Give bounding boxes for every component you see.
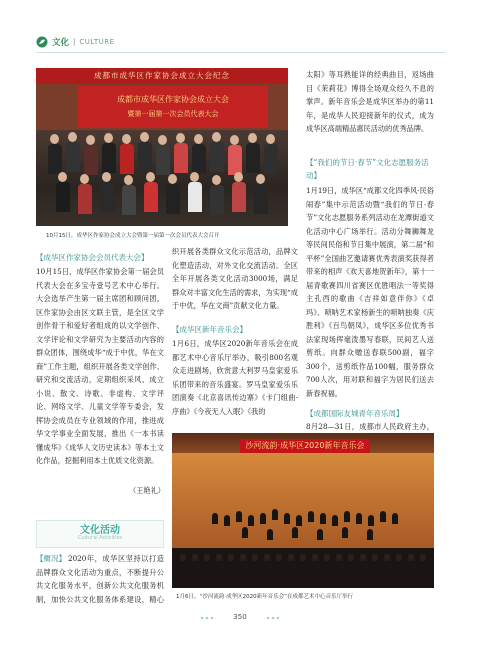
concert-banner: 沙河流韵·成华区2020新年音乐会 xyxy=(240,439,370,453)
box-subtitle: Cultural Activities xyxy=(77,535,123,541)
box-title: 文化活动 xyxy=(80,525,120,536)
photo-banner: 成都市成华区作家协会成立大会纪念 xyxy=(36,68,288,84)
group-crowd xyxy=(36,130,288,226)
writers-association-text: 10月15日，成华区作家协会第一届会员代表大会在多宝寺壹号艺术中心举行。大会选举产生第一届主席团和顾问团，区作家协会由区文联主管，是全区文学创作骨干和爱好者组成的以文学创作、文学评论和文学研究为主要活动内容的群众团体，围绕成华“成于中优，华在文商”工作主题，组织开展各类文学创作、研究和交流活动，定期组织采风、成立小说、散文、诗歌、非虚构、文学评论、网络文学、儿童文学等专委会，发挥协会成员在专业领域的作用，推进成华文学事业全面发展，推出《一本书读懂成华》《成华人文历史读本》等本土文化作品，挖掘利用本土优质文化资源。 xyxy=(36,267,164,465)
youth-music-week-heading: 【成都国际友城青年音乐周】 xyxy=(306,409,404,418)
writers-association-heading: 【成华区作家协会会员代表大会】 xyxy=(36,253,149,262)
stage-line-2: 暨第一届第一次会员代表大会 xyxy=(127,110,219,118)
section-title-en: CULTURE xyxy=(79,38,115,46)
stage-line-1: 成都市成华区作家协会成立大会 xyxy=(117,95,229,104)
header-separator: | xyxy=(73,38,76,46)
article-author: （王艳礼） xyxy=(129,486,165,495)
youth-music-week-text: 8月28—31日，成都市人民政府主办， xyxy=(306,422,434,431)
spring-festival-text: 1月19日，成华区“成都文化四季风·民俗闹春”集中示范活动暨“我们的节日·春节”文化志愿服务系列活动在龙潭街道文化活动中心广场举行。活动分舞狮舞龙等民间民俗和节日集中展演，第二届“和平杯”全国曲艺邀请赛优秀表演奖获得者带来的相声《欢天喜地贺新年》，第十一届青歌赛四川省赛区优胜唱法一等奖得主孔西的歌曲《吉祥如意伴你》《卓玛》、唢呐艺术家杨新生的唢呐独奏《庆胜利》《百鸟朝凤》，成华区多位优秀书法家现场挥毫泼墨写春联，民间艺人送剪纸。向群众赠送春联500副，福字300个，送剪纸作品100幅，服务群众700人次，用对联和福字为居民们送去新春祝福。 xyxy=(306,186,434,398)
page-ornament-left-icon xyxy=(200,616,214,620)
leaf-logo-icon xyxy=(36,36,48,48)
new-year-concert-photo xyxy=(172,433,434,588)
page-ornament-right-icon xyxy=(266,616,280,620)
concert-text-continued: 太阳》等耳熟能详的经典曲目，返场曲目《茉莉花》博得全场观众经久不息的掌声。新年音乐会是成华区举办的第11年，是成华人民迎接新年的仪式，成为成华区高端精品惠民活动的优秀品牌。 xyxy=(306,70,434,133)
header-divider xyxy=(36,52,446,53)
section-title: 文化 xyxy=(52,38,70,48)
overview-text: 2020年，成华区坚持以打造品牌群众文化活动为重点，不断提升公共文化服务水平，创新公共文化服务机制，加快公共文化服务体系建设，精心 xyxy=(36,554,164,604)
new-year-concert-text: 1月6日，成华区2020新年音乐会在成都艺术中心音乐厅举办，吸引800名观众走进剧场，欣赏意大利罗马皇家爱乐乐团带来的音乐盛宴。罗马皇家爱乐乐团演奏《北京喜讯传边寨》《卡门组曲·序曲》《今夜无人入眠》《我的 xyxy=(172,339,298,416)
audience-seats xyxy=(172,548,434,588)
new-year-concert-heading: 【成华区新年音乐会】 xyxy=(172,325,247,334)
photo2-caption: 1月6日，“沙河流韵·成华区2020新年音乐会”在成都艺术中心音乐厅举行 xyxy=(176,594,353,600)
cultural-activities-section-box xyxy=(36,520,164,548)
spring-festival-heading: 【“我们的节日·春节”文化志愿服务活动】 xyxy=(306,158,429,180)
stage-backdrop xyxy=(78,86,268,128)
writers-association-photo xyxy=(36,68,288,226)
photo1-caption: 10月15日，成华区作家协会成立大会暨第一届第一次会员代表大会召开 xyxy=(46,233,220,239)
section-header xyxy=(36,34,115,50)
overview-heading: 【概况】 xyxy=(36,554,66,563)
concert-stage xyxy=(172,453,434,548)
overview-text-continued: 织开展各类群众文化示范活动，品牌文化塑造活动，对外文化交流活动。全区全年开展各类文化活动3000场，满足群众对丰富文化生活的需求，为实现“成于中优，华在文商”贡献文化力量。 xyxy=(172,247,298,310)
page-number: 350 xyxy=(233,613,247,621)
